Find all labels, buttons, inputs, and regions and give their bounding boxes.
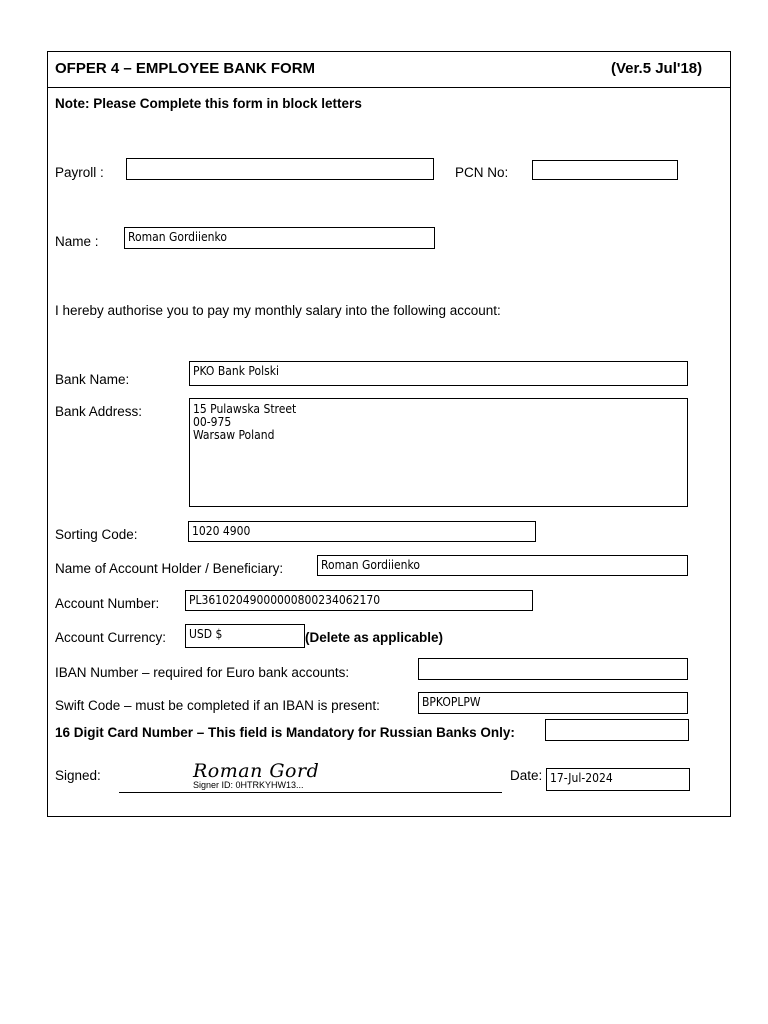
date-label: Date: bbox=[510, 768, 543, 783]
authorisation-text: I hereby authorise you to pay my monthly salary into the following account: bbox=[55, 303, 501, 318]
name-label: Name : bbox=[55, 234, 99, 249]
form-title: OFPER 4 – EMPLOYEE BANK FORM bbox=[55, 60, 316, 77]
bank-name-label: Bank Name: bbox=[55, 372, 130, 387]
card-number-field[interactable] bbox=[545, 719, 689, 741]
signature: Roman Gord bbox=[193, 760, 320, 782]
swift-field[interactable]: BPKOPLPW bbox=[418, 692, 688, 714]
swift-label: Swift Code – must be completed if an IBAN is present: bbox=[55, 698, 380, 713]
name-field[interactable]: Roman Gordiienko bbox=[124, 227, 435, 249]
pcn-field[interactable] bbox=[532, 160, 678, 180]
account-holder-field[interactable]: Roman Gordiienko bbox=[317, 555, 688, 576]
account-currency-field[interactable]: USD $ bbox=[185, 624, 305, 648]
iban-field[interactable] bbox=[418, 658, 688, 680]
bank-name-field[interactable]: PKO Bank Polski bbox=[189, 361, 688, 386]
form-note: Note: Please Complete this form in block letters bbox=[55, 96, 362, 111]
sorting-code-label: Sorting Code: bbox=[55, 527, 138, 542]
pcn-label: PCN No: bbox=[455, 165, 509, 180]
bank-address-label: Bank Address: bbox=[55, 404, 143, 419]
card-number-label: 16 Digit Card Number – This field is Mandatory for Russian Banks Only: bbox=[55, 725, 515, 740]
currency-note: (Delete as applicable) bbox=[305, 630, 444, 645]
form-version: (Ver.5 Jul'18) bbox=[611, 60, 703, 77]
payroll-label: Payroll : bbox=[55, 165, 104, 180]
account-number-field[interactable]: PL36102049000000800234062170 bbox=[185, 590, 533, 611]
iban-label: IBAN Number – required for Euro bank accounts: bbox=[55, 665, 350, 680]
date-field[interactable]: 17-Jul-2024 bbox=[546, 768, 690, 791]
payroll-field[interactable] bbox=[126, 158, 434, 180]
signed-label: Signed: bbox=[55, 768, 101, 783]
account-number-label: Account Number: bbox=[55, 596, 160, 611]
signer-id: Signer ID: 0HTRKYHW13... bbox=[193, 780, 304, 790]
account-currency-label: Account Currency: bbox=[55, 630, 167, 645]
signature-line bbox=[119, 792, 502, 793]
bank-address-field[interactable]: 15 Pulawska Street 00-975 Warsaw Poland bbox=[189, 398, 688, 507]
sorting-code-field[interactable]: 1020 4900 bbox=[188, 521, 536, 542]
account-holder-label: Name of Account Holder / Beneficiary: bbox=[55, 561, 284, 576]
